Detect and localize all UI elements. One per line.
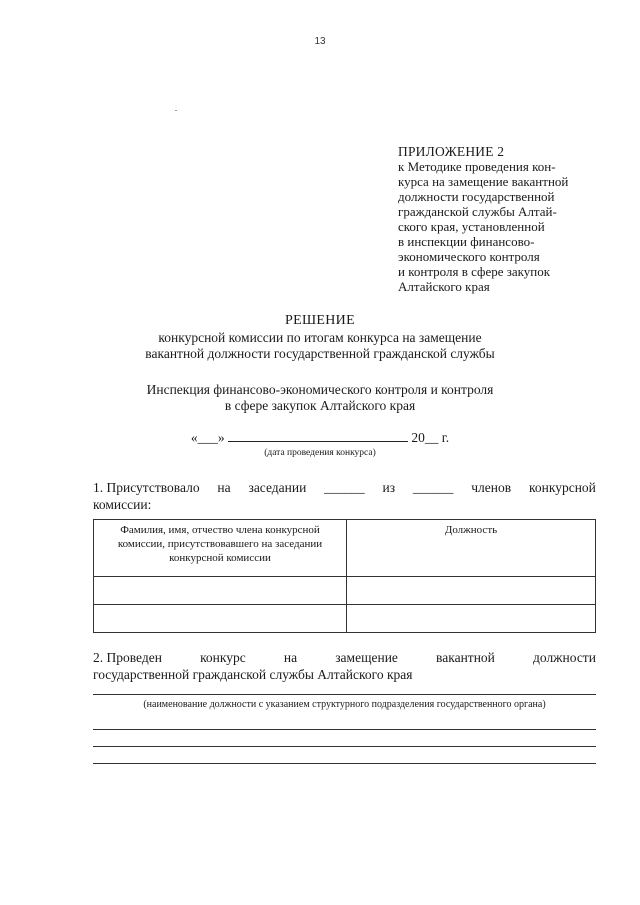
- annex-title: ПРИЛОЖЕНИЕ 2: [398, 144, 505, 159]
- position-name-caption: (наименование должности с указанием структурного подразделения государственного органа): [143, 699, 546, 710]
- attendance-line: [93, 479, 596, 496]
- competition-word: вакантной: [436, 650, 495, 665]
- cell-member-name[interactable]: [94, 577, 347, 605]
- cell-position[interactable]: [347, 605, 596, 633]
- competition-line: [93, 649, 596, 666]
- competition-word: на: [283, 650, 298, 665]
- date-month-blank[interactable]: [228, 429, 408, 442]
- organization-line: Инспекция финансово-экономического контроля и контроля: [146, 382, 494, 397]
- date-year-prefix: 20: [411, 430, 425, 445]
- date-caption: (дата проведения конкурса): [264, 448, 376, 458]
- decision-subtitle-line: вакантной должности государственной гражданской службы: [145, 346, 495, 361]
- attendance-word: конкурсной: [528, 480, 596, 495]
- page-number: 13: [314, 36, 326, 47]
- annex-line: ского края, установленной: [398, 219, 545, 234]
- date-year-blank[interactable]: __: [424, 430, 439, 445]
- annex-line: курса на замещение вакантной: [398, 174, 569, 189]
- organization-name: [0, 382, 640, 414]
- annex-line: должности государственной: [398, 189, 555, 204]
- decision-title: РЕШЕНИЕ: [285, 313, 355, 328]
- cell-member-name[interactable]: [94, 605, 347, 633]
- date-open-quote: «: [190, 430, 198, 445]
- attendance-word: членов: [471, 480, 512, 495]
- fill-line[interactable]: [93, 729, 596, 730]
- competition-continuation: государственной гражданской службы Алтайского края: [93, 667, 413, 682]
- members-table: [93, 519, 596, 633]
- competition-word: 2. Проведен: [93, 650, 162, 665]
- attendance-word: 1. Присутствовало: [93, 480, 200, 495]
- decision-subtitle: [0, 330, 640, 362]
- annex-block: [398, 144, 598, 294]
- annex-line: в инспекции финансово-: [398, 234, 535, 249]
- attendance-present-blank[interactable]: ______: [324, 480, 365, 495]
- date-day-blank[interactable]: ___: [197, 430, 218, 445]
- fill-line[interactable]: [93, 763, 596, 764]
- annex-line: гражданской службы Алтай-: [398, 204, 557, 219]
- decision-subtitle-line: конкурсной комиссии по итогам конкурса на замещение: [158, 330, 482, 345]
- date-year-suffix: г.: [438, 430, 450, 445]
- organization-line: в сфере закупок Алтайского края: [224, 398, 416, 413]
- competition-word: конкурс: [200, 650, 246, 665]
- attendance-continuation: комиссии:: [93, 497, 152, 512]
- paragraph-attendance: [93, 479, 596, 513]
- date-line: [0, 429, 640, 446]
- attendance-total-blank[interactable]: ______: [412, 480, 454, 495]
- position-name-line[interactable]: [93, 694, 596, 695]
- annex-line: и контроля в сфере закупок: [398, 264, 551, 279]
- competition-word: замещение: [335, 650, 398, 665]
- annex-line: экономического контроля: [398, 249, 540, 264]
- header-member-name: Фамилия, имя, отчество члена конкурсной комиссии, присутствовавшего на заседании конкурсной комиссии: [94, 520, 347, 577]
- annex-line: Алтайского края: [398, 279, 490, 294]
- table-row: [94, 605, 596, 633]
- date-close-quote: »: [217, 430, 225, 445]
- table-header-row: [94, 520, 596, 577]
- fill-line[interactable]: [93, 746, 596, 747]
- table-row: [94, 577, 596, 605]
- annex-line: к Методике проведения кон-: [398, 159, 556, 174]
- attendance-word: на: [217, 480, 231, 495]
- scan-speck: [175, 110, 177, 111]
- header-position: Должность: [347, 520, 596, 577]
- cell-position[interactable]: [347, 577, 596, 605]
- paragraph-competition: [93, 649, 596, 683]
- competition-word: должности: [533, 650, 596, 665]
- attendance-word: заседании: [248, 480, 307, 495]
- attendance-word: из: [382, 480, 396, 495]
